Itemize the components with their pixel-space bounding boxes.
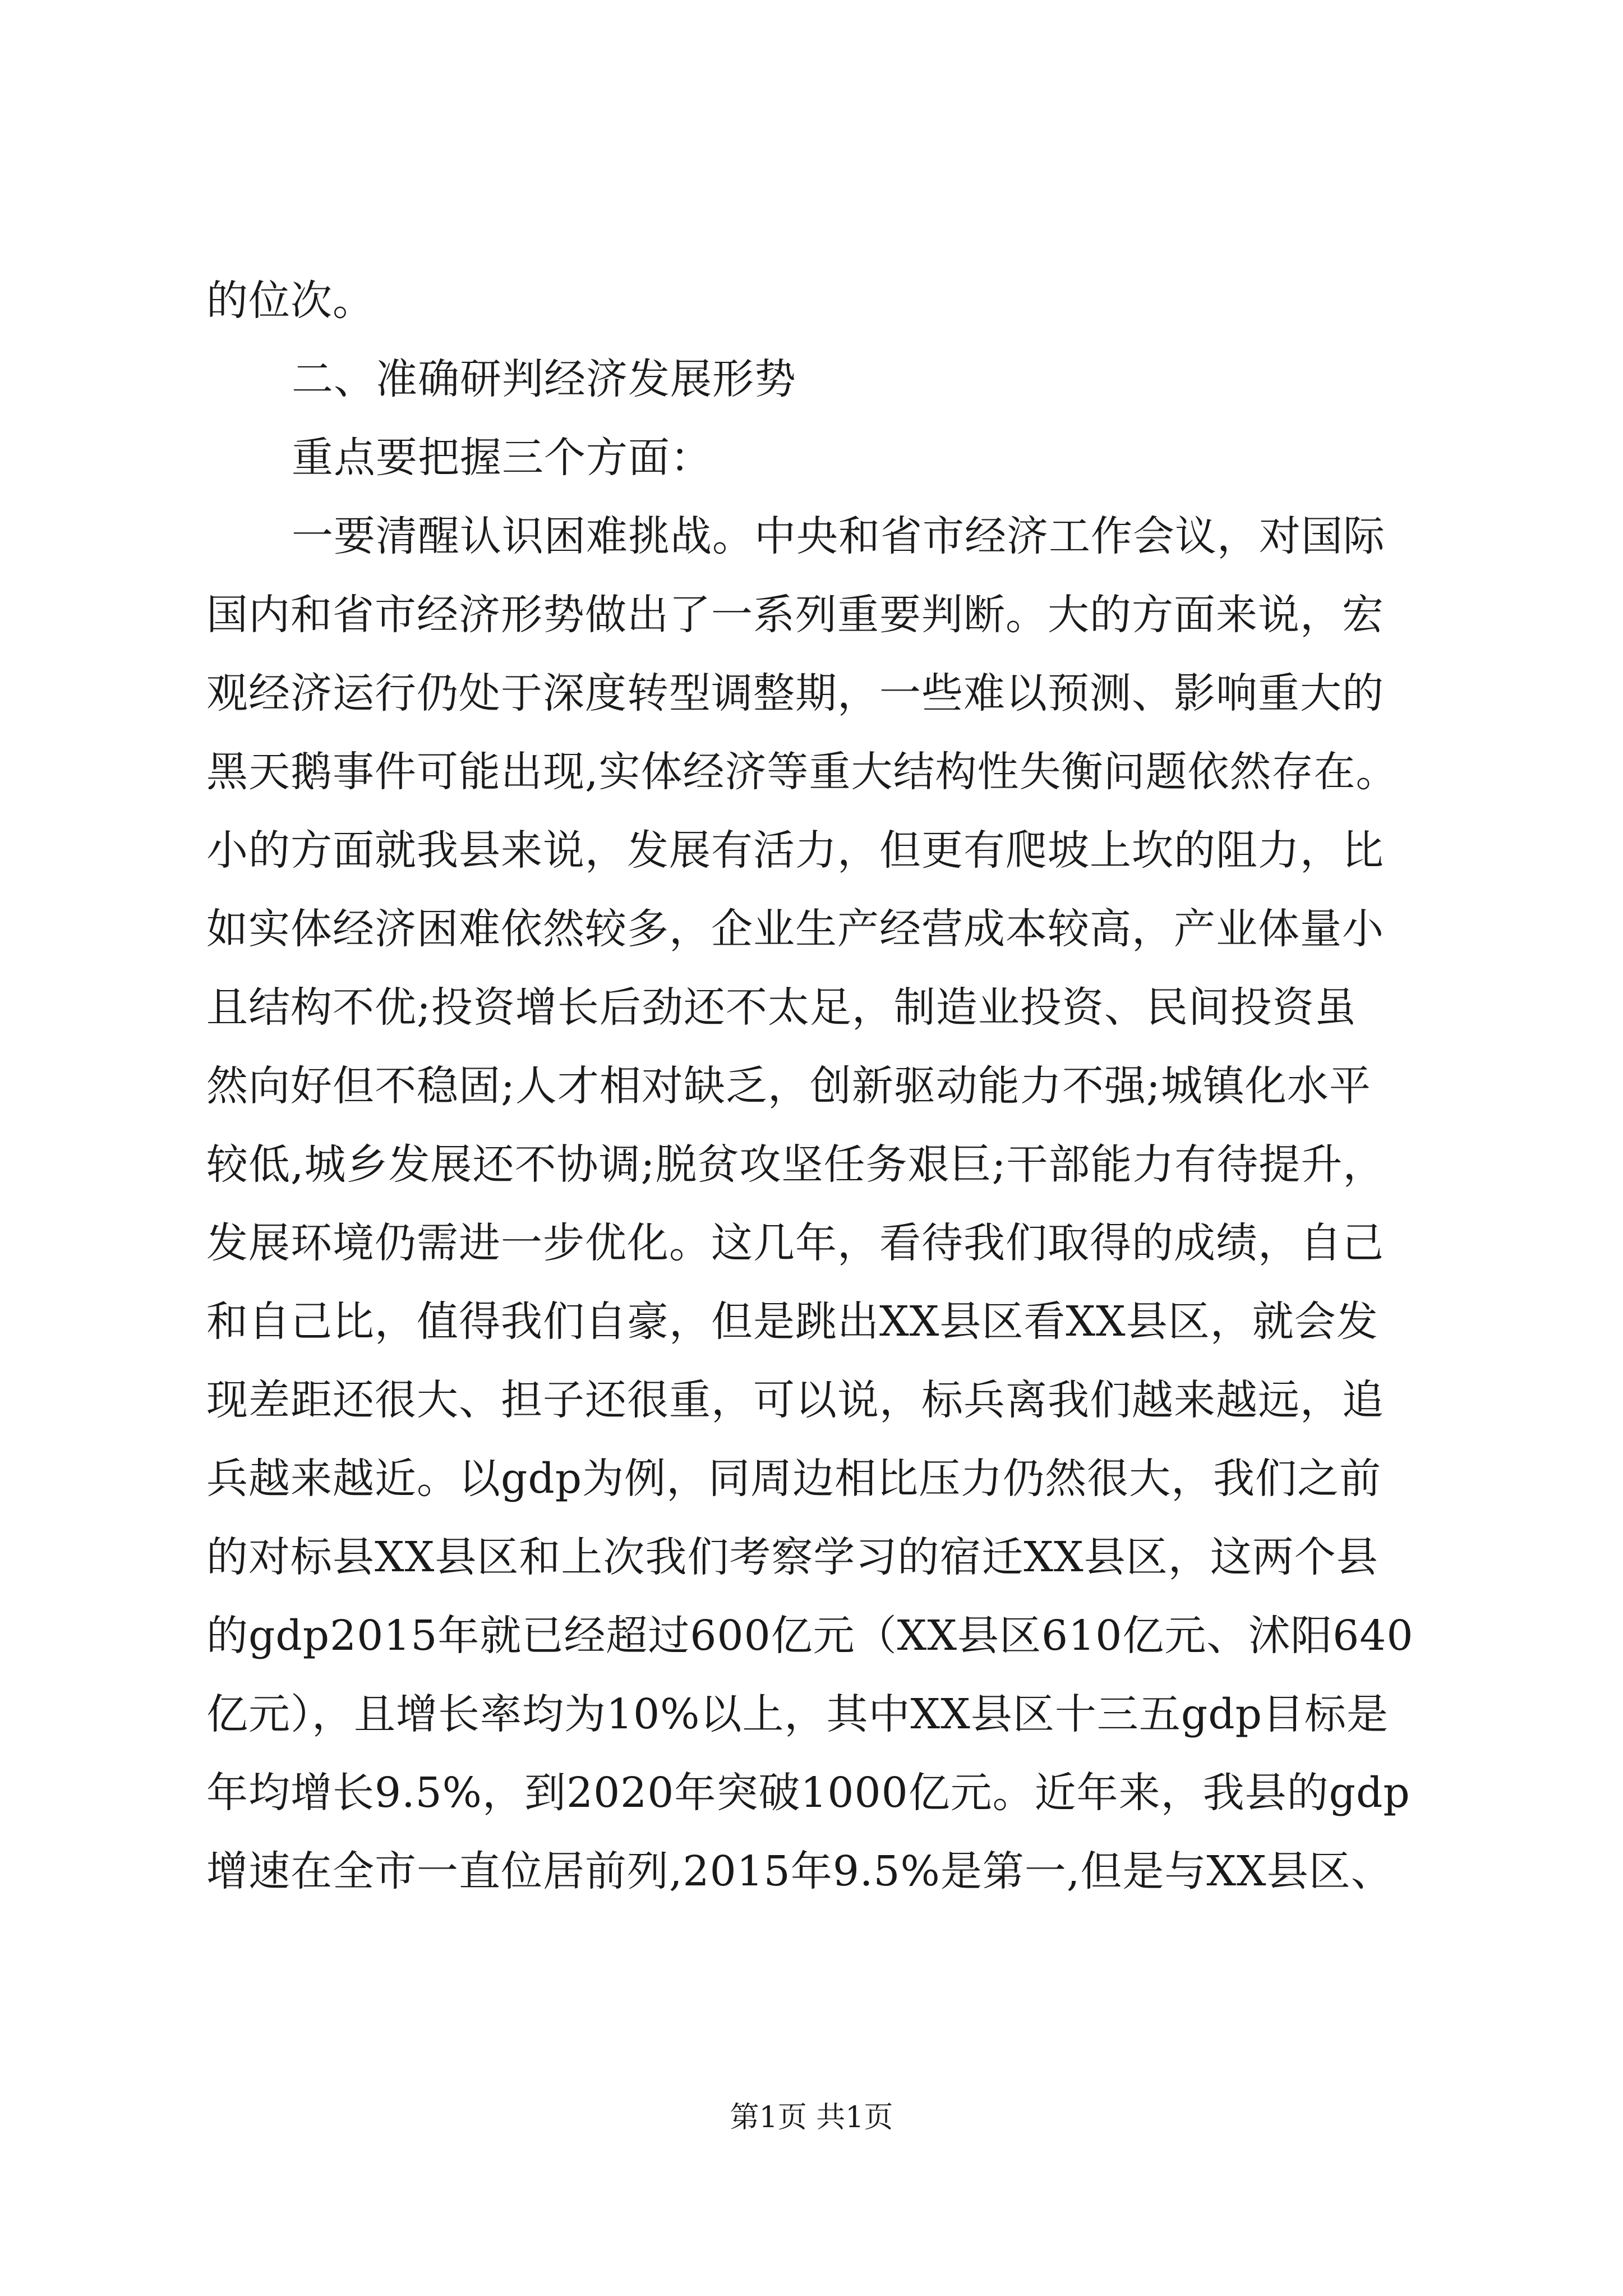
paragraph-first-line: 一要清醒认识困难挑战。中央和省市经济工作会议，对国际 [292,512,1385,560]
text-line: 和自己比，值得我们自豪，但是跳出XX县区看XX县区，就会发 [206,1297,1378,1346]
text-line: 国内和省市经济形势做出了一系列重要判断。大的方面来说，宏 [206,591,1384,639]
text-line: 的位次。 [206,277,375,325]
text-line: 较低,城乡发展还不协调;脱贫攻坚任务艰巨;干部能力有待提升， [206,1140,1385,1189]
text-line: 增速在全市一直位居前列,2015年9.5%是第一,但是与XX县区、 [206,1847,1393,1895]
text-line: 如实体经济困难依然较多，企业生产经营成本较高，产业体量小 [206,905,1384,953]
page-number-footer: 第1页 共1页 [730,2101,893,2134]
text-line: 然向好但不稳固;人才相对缺乏，创新驱动能力不强;城镇化水平 [206,1062,1371,1110]
text-line: 且结构不优;投资增长后劲还不太足，制造业投资、民间投资虽 [206,983,1357,1032]
text-line: 的gdp2015年就已经超过600亿元（XX县区610亿元、沭阳640 [206,1612,1414,1660]
text-line: 小的方面就我县来说，发展有活力，但更有爬坡上坎的阻力，比 [206,826,1384,875]
text-line: 黑天鹅事件可能出现,实体经济等重大结构性失衡问题依然存在。 [206,748,1398,796]
text-line: 兵越来越近。以gdp为例，同周边相比压力仍然很大，我们之前 [206,1455,1382,1503]
paragraph-lead: 重点要把握三个方面： [292,434,712,482]
document-body [206,261,1417,1911]
text-line: 发展环境仍需进一步优化。这几年，看待我们取得的成绩，自己 [206,1219,1384,1267]
text-line: 的对标县XX县区和上次我们考察学习的宿迁XX县区，这两个县 [206,1533,1378,1581]
text-line: 现差距还很大、担子还很重，可以说，标兵离我们越来越远，追 [206,1376,1384,1424]
text-line: 年均增长9.5%，到2020年突破1000亿元。近年来，我县的gdp [206,1769,1410,1817]
text-line: 亿元），且增长率均为10%以上，其中XX县区十三五gdp目标是 [206,1690,1389,1738]
text-line: 观经济运行仍处于深度转型调整期，一些难以预测、影响重大的 [206,669,1384,717]
section-heading: 二、准确研判经济发展形势 [292,355,796,403]
